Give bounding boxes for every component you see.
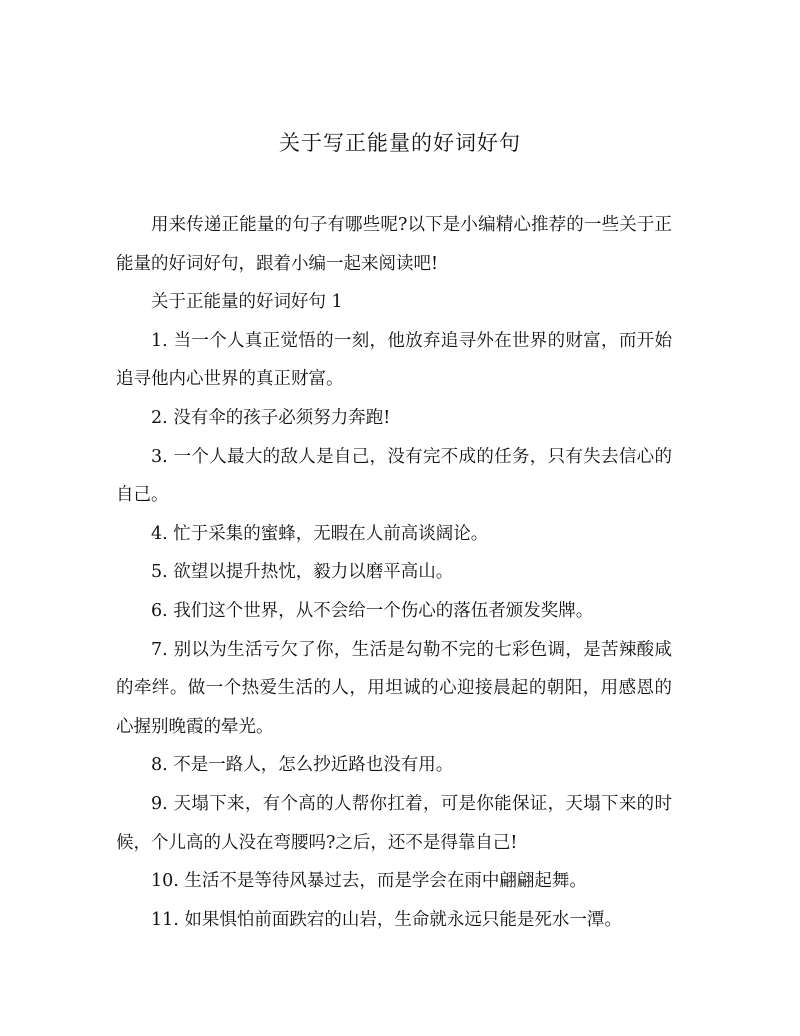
document-body (116, 206, 672, 939)
intro-paragraph: 用来传递正能量的句子有哪些呢?以下是小编精心推荐的一些关于正能量的好词好句，跟着小编一起来阅读吧! (116, 215, 672, 274)
quote-item-9: 9. 天塌下来，有个高的人帮你扛着，可是你能保证，天塌下来的时候，个儿高的人没在弯腰吗?之后，还不是得靠自己! (116, 793, 672, 853)
quote-item-4: 4. 忙于采集的蜜蜂，无暇在人前高谈阔论。 (151, 523, 489, 544)
quote-item-1: 1. 当一个人真正觉悟的一刻，他放弃追寻外在世界的财富，而开始追寻他内心世界的真正财富。 (116, 330, 672, 390)
quote-item-11: 11. 如果惧怕前面跌宕的山岩，生命就永远只能是死水一潭。 (151, 909, 622, 930)
quote-item-5: 5. 欲望以提升热忱，毅力以磨平高山。 (151, 562, 454, 583)
quote-item-6: 6. 我们这个世界，从不会给一个伤心的落伍者颁发奖牌。 (151, 600, 594, 621)
section-heading: 关于正能量的好词好句 1 (151, 292, 343, 313)
document-title: 关于写正能量的好词好句 (279, 131, 521, 155)
quote-item-10: 10. 生活不是等待风暴过去，而是学会在雨中翩翩起舞。 (151, 871, 587, 892)
quote-item-2: 2. 没有伞的孩子必须努力奔跑! (151, 407, 391, 428)
quote-item-8: 8. 不是一路人，怎么抄近路也没有用。 (151, 755, 454, 776)
quote-item-7: 7. 别以为生活亏欠了你，生活是勾勒不完的七彩色调，是苦辣酸咸的牵绊。做一个热爱生活的人，用坦诚的心迎接晨起的朝阳，用感恩的心握别晚霞的晕光。 (116, 639, 672, 737)
quote-item-3: 3. 一个人最大的敌人是自己，没有完不成的任务，只有失去信心的自己。 (116, 446, 672, 506)
